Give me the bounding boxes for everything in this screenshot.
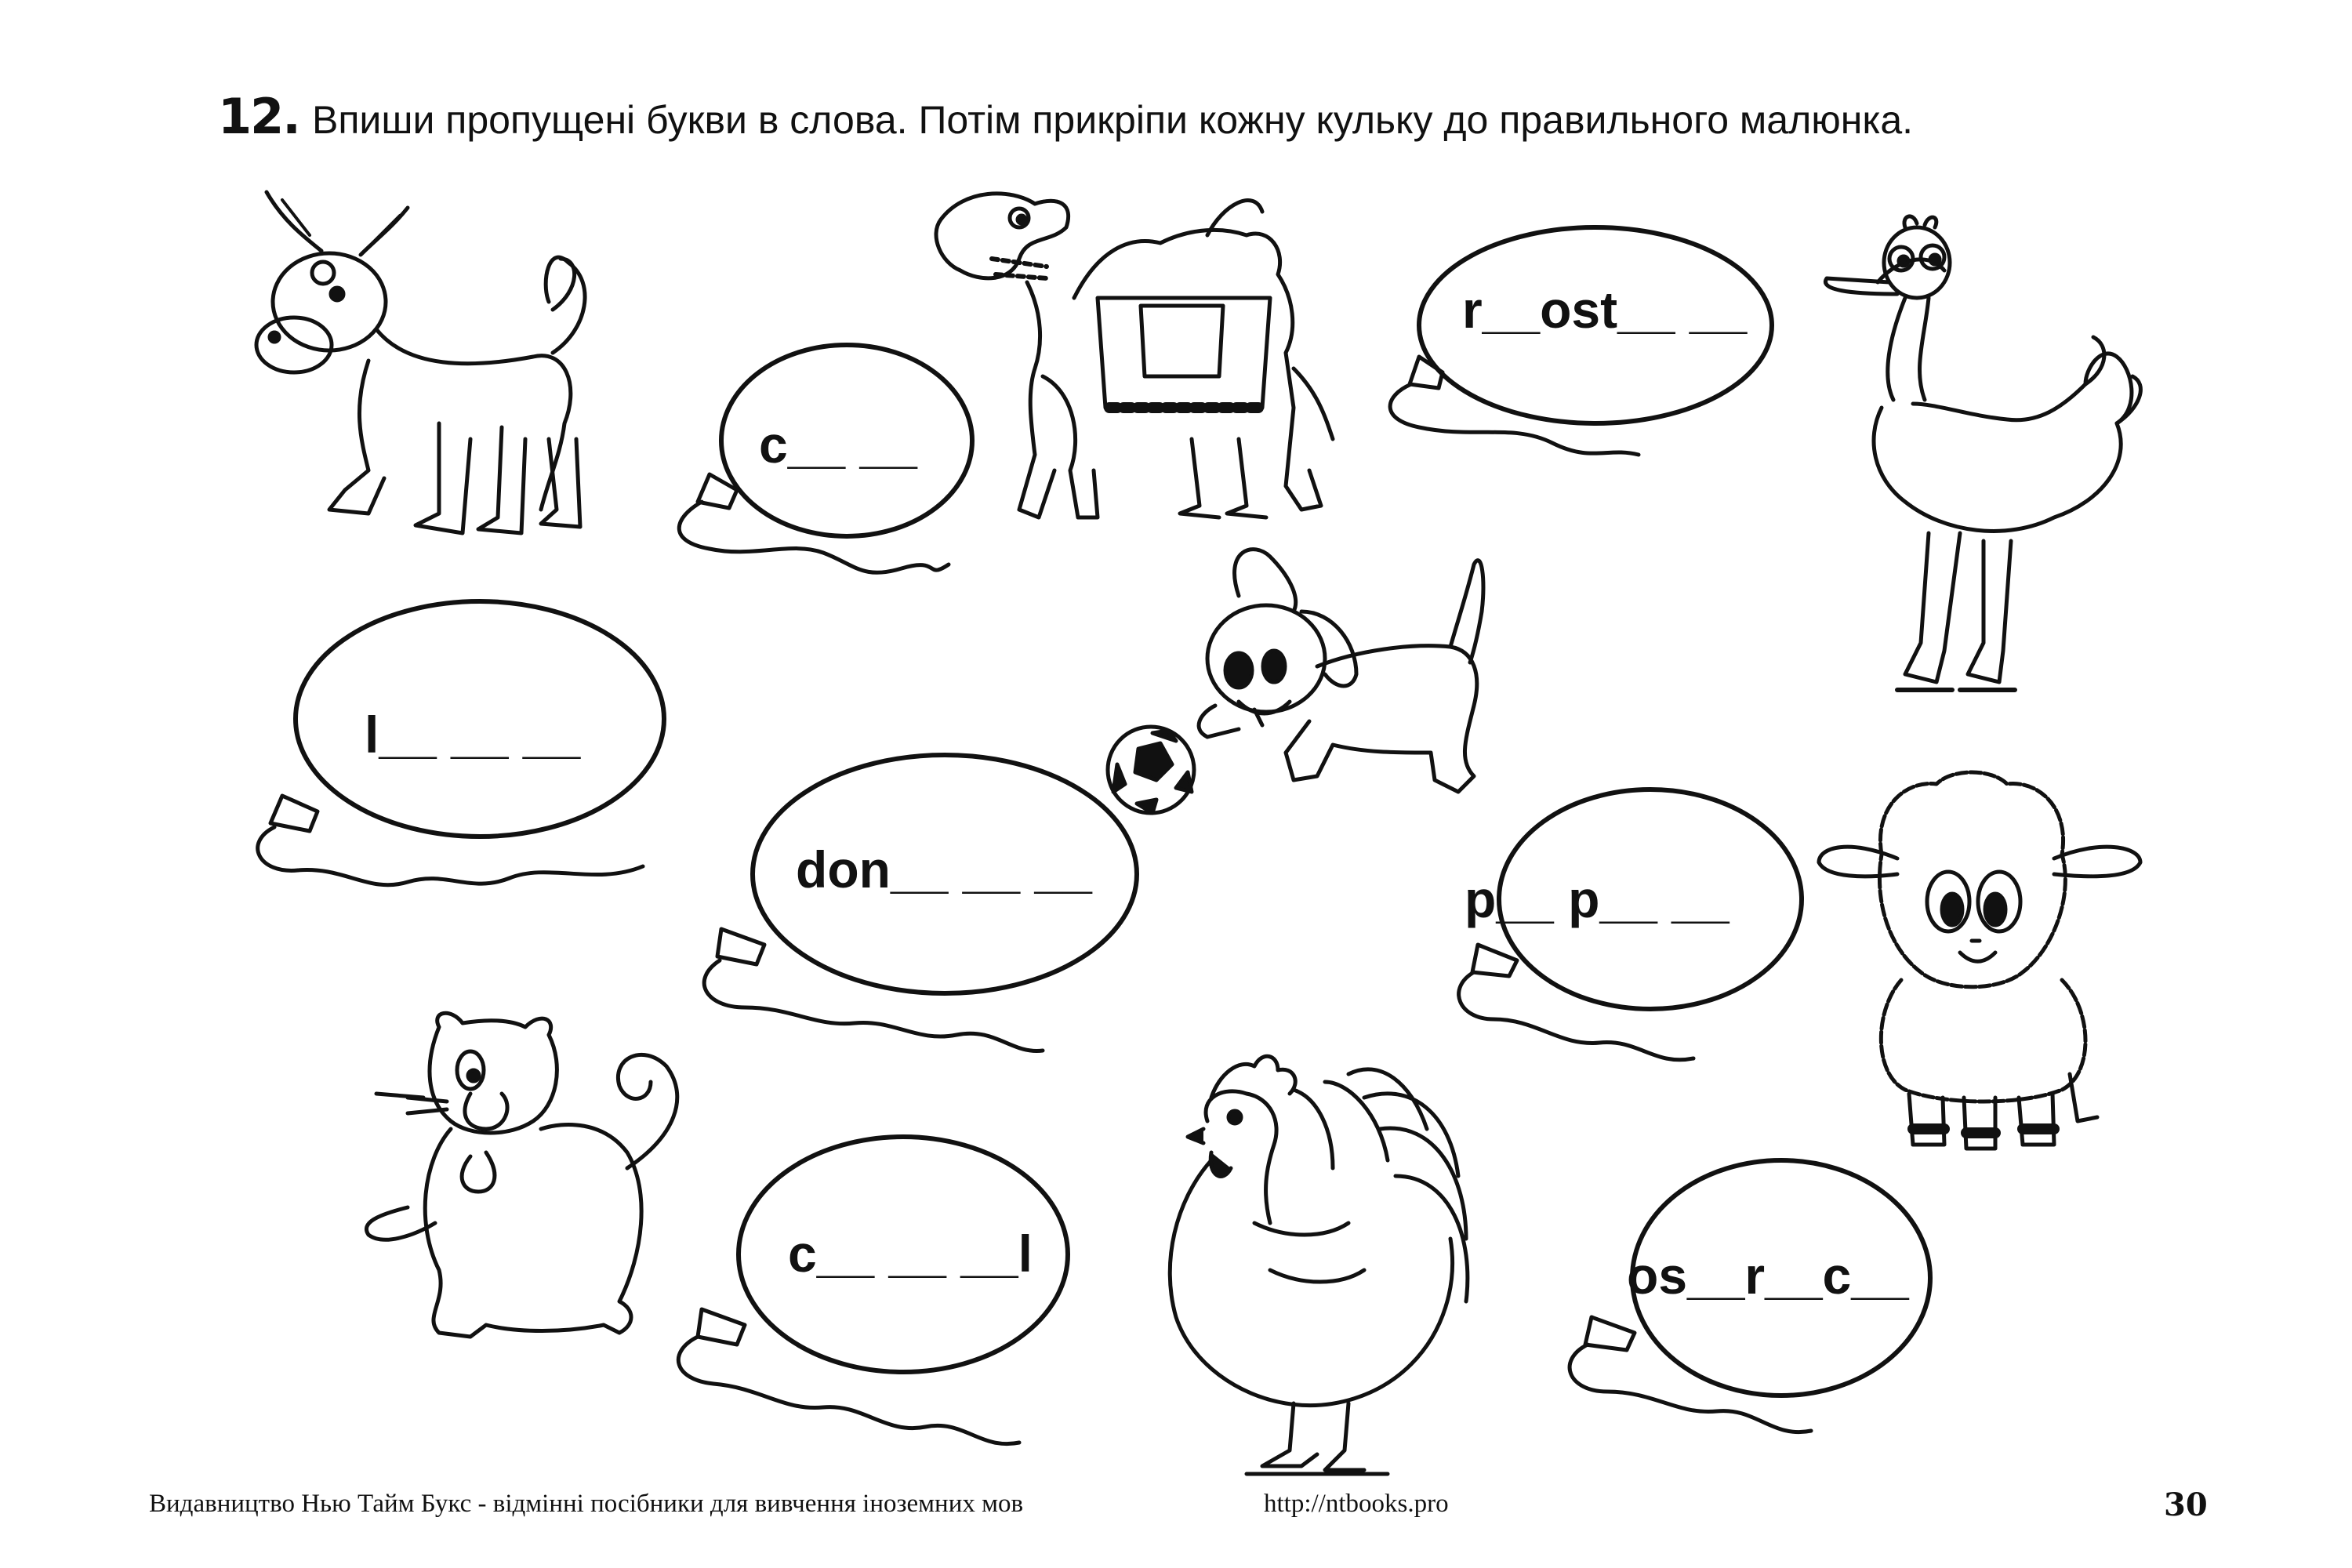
donkey-icon[interactable] bbox=[256, 192, 585, 533]
balloon-4-word: don__ __ __ bbox=[796, 840, 1092, 898]
cat-icon[interactable] bbox=[366, 1013, 677, 1337]
ostrich-icon[interactable] bbox=[1825, 216, 2140, 690]
footer-url[interactable]: http://ntbooks.pro bbox=[1264, 1490, 1449, 1518]
balloon-5-word: p__ p__ __ bbox=[1465, 870, 1730, 928]
balloon-6[interactable] bbox=[678, 1137, 1068, 1444]
task-instruction: Впиши пропущені букви в слова. Потім прикріпи кожну кульку до правильного малюнка. bbox=[312, 98, 1914, 142]
footer-publisher: Видавництво Нью Тайм Букс - відмінні посібники для вивчення іноземних мов bbox=[149, 1490, 1024, 1518]
balloon-2-word: r__ost__ __ bbox=[1462, 281, 1748, 339]
balloon-7-word: os__r__c__ bbox=[1627, 1247, 1909, 1305]
lamb-icon[interactable] bbox=[1819, 772, 2140, 1149]
balloon-3[interactable] bbox=[258, 601, 664, 885]
balloon-5[interactable] bbox=[1459, 789, 1802, 1060]
puppy-icon[interactable] bbox=[1199, 550, 1483, 792]
balloon-1-word: c__ __ bbox=[759, 416, 917, 474]
rooster-icon[interactable] bbox=[1170, 1056, 1468, 1474]
balloon-3-word: l__ __ __ bbox=[365, 706, 581, 764]
camel-icon[interactable] bbox=[936, 194, 1333, 517]
task-number: 12. bbox=[218, 88, 299, 145]
soccer-ball-icon[interactable] bbox=[1108, 727, 1194, 813]
balloon-4[interactable] bbox=[704, 755, 1137, 1051]
balloon-7[interactable] bbox=[1570, 1160, 1930, 1432]
page-number: 30 bbox=[2164, 1486, 2208, 1523]
balloon-2[interactable] bbox=[1390, 227, 1772, 455]
balloon-6-word: c__ __ __l bbox=[788, 1225, 1033, 1283]
balloon-1[interactable] bbox=[679, 345, 972, 572]
